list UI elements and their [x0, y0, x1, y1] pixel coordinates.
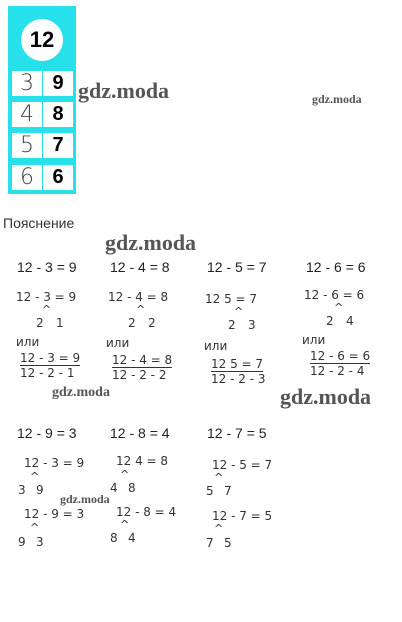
- equation-header: 12 - 4 = 8: [110, 259, 170, 275]
- watermark: gdz.moda: [60, 492, 110, 506]
- worked-equation: 12 - 9 = 3: [24, 507, 85, 521]
- equation-header: 12 - 5 = 7: [207, 259, 267, 275]
- split-part: 2: [148, 316, 156, 330]
- explanation-label: Пояснение: [3, 215, 75, 231]
- split-part: 3: [18, 483, 26, 497]
- worked-equation: 12 - 3 = 9: [20, 351, 81, 365]
- house-cell-left-2: 4: [12, 102, 42, 127]
- worked-equation: 12 - 4 = 8: [112, 353, 173, 367]
- split-caret: ^: [334, 301, 344, 314]
- house-cell-right-3: 7: [43, 133, 73, 158]
- split-caret: ^: [214, 522, 224, 535]
- split-part: 9: [18, 535, 26, 549]
- worked-equation: 12 - 7 = 5: [212, 509, 273, 523]
- or-label: или: [302, 333, 326, 347]
- worked-equation: 12 - 2 - 2: [112, 368, 167, 382]
- house-cell-right-2: 8: [43, 102, 73, 127]
- house-cell-right-4: 6: [43, 165, 73, 190]
- split-caret: ^: [234, 305, 244, 318]
- split-caret: ^: [120, 518, 130, 531]
- split-part: 3: [248, 318, 256, 332]
- or-label: или: [106, 336, 130, 350]
- split-part: 8: [110, 531, 118, 545]
- split-part: 8: [128, 481, 136, 495]
- watermark: gdz.moda: [280, 384, 372, 409]
- equation-header: 12 - 6 = 6: [306, 259, 366, 275]
- split-part: 1: [56, 316, 64, 330]
- split-caret: ^: [30, 470, 40, 483]
- watermark: gdz.moda: [105, 230, 197, 255]
- split-part: 5: [206, 484, 214, 498]
- worked-equation: 12 - 2 - 4: [310, 364, 365, 378]
- split-part: 2: [326, 314, 334, 328]
- split-caret: ^: [214, 471, 224, 484]
- equation-header: 12 - 7 = 5: [207, 425, 267, 441]
- worked-equation: 12 - 5 = 7: [212, 458, 273, 472]
- split-caret: ^: [120, 468, 130, 481]
- house-roof-number: 12: [21, 19, 63, 61]
- worked-equation: 12 5 = 7: [211, 357, 264, 371]
- house-cell-right-1: 9: [43, 71, 73, 96]
- watermark: gdz.moda: [312, 92, 362, 106]
- worked-equation: 12 - 2 - 3: [211, 372, 266, 386]
- worked-equation: 12 - 6 = 6: [310, 349, 371, 363]
- split-part: 4: [128, 531, 136, 545]
- worked-equation: 12 - 8 = 4: [116, 505, 177, 519]
- split-part: 2: [128, 316, 136, 330]
- house-cell-left-3: 5: [12, 133, 42, 158]
- split-part: 7: [206, 536, 214, 550]
- worked-equation: 12 - 3 = 9: [24, 456, 85, 470]
- watermark: gdz.moda: [52, 385, 110, 400]
- worked-equation: 12 - 2 - 1: [20, 366, 75, 380]
- worked-equation: 12 - 4 = 8: [108, 290, 169, 304]
- house-cell-left-4: 6: [12, 165, 42, 190]
- equation-header: 12 - 9 = 3: [17, 425, 77, 441]
- split-part: 4: [110, 481, 118, 495]
- house-cell-left-1: 3: [12, 71, 42, 96]
- worked-equation: 12 - 6 = 6: [304, 288, 365, 302]
- or-label: или: [16, 335, 40, 349]
- equation-header: 12 - 8 = 4: [110, 425, 170, 441]
- split-part: 2: [36, 316, 44, 330]
- worked-equation: 12 5 = 7: [205, 292, 258, 306]
- split-part: 5: [224, 536, 232, 550]
- worked-equation: 12 - 3 = 9: [16, 290, 77, 304]
- split-part: 7: [224, 484, 232, 498]
- split-caret: ^: [136, 303, 146, 316]
- split-part: 4: [346, 314, 354, 328]
- split-caret: ^: [42, 303, 52, 316]
- split-part: 2: [228, 318, 236, 332]
- split-part: 3: [36, 535, 44, 549]
- worked-equation: 12 4 = 8: [116, 454, 169, 468]
- split-part: 9: [36, 483, 44, 497]
- equation-header: 12 - 3 = 9: [17, 259, 77, 275]
- split-caret: ^: [30, 521, 40, 534]
- or-label: или: [204, 339, 228, 353]
- watermark: gdz.moda: [78, 78, 170, 103]
